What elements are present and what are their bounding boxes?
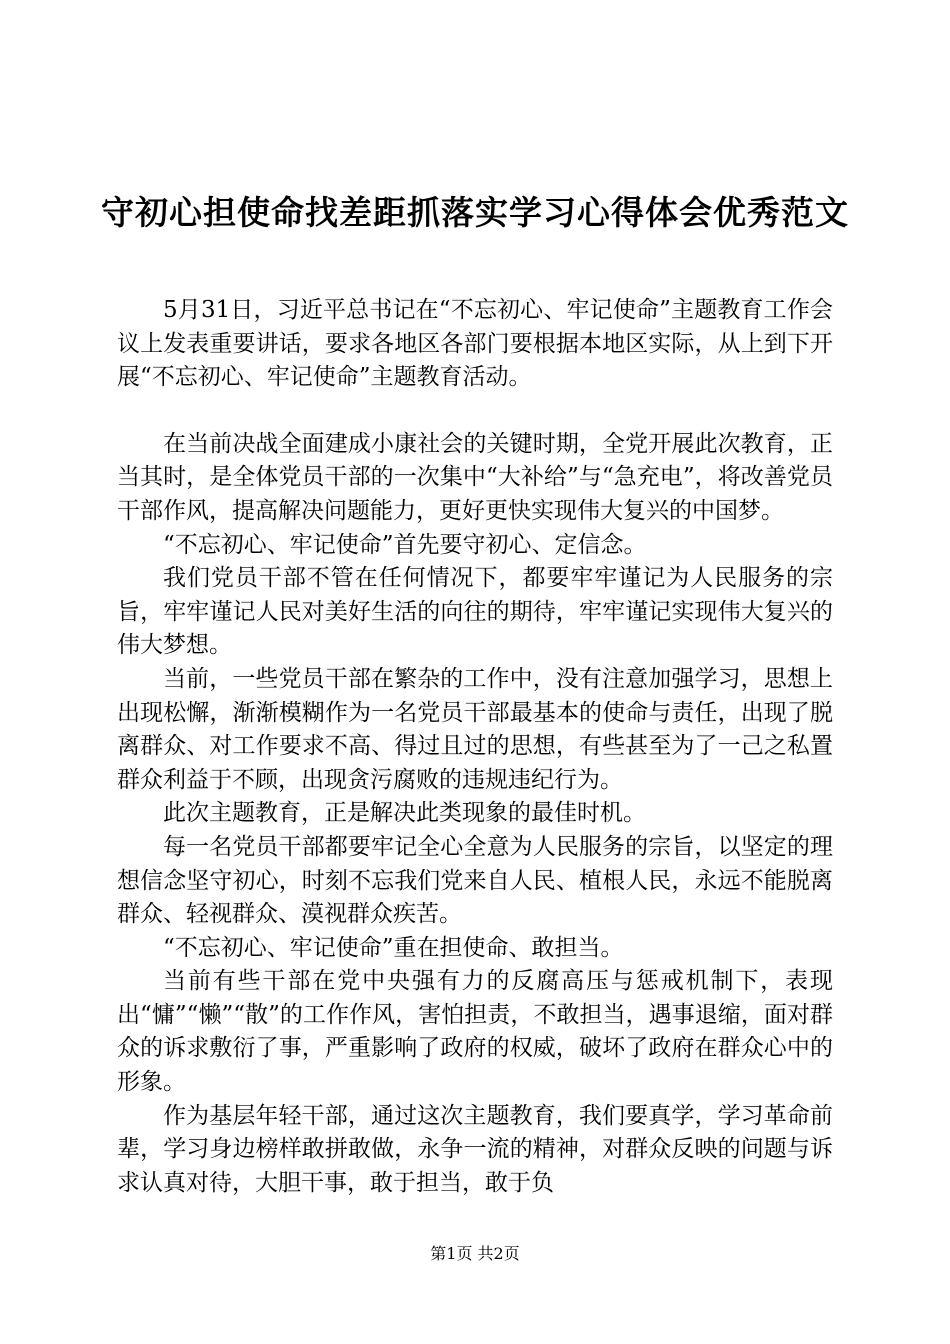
paragraph-5: 当前，一些党员干部在繁杂的工作中，没有注意加强学习，思想上出现松懈，渐渐模糊作为一名党员干部最基本的使命与责任，出现了脱离群众、对工作要求不高、得过且过的思想，有些甚至为了一己之私置群众利益于不顾，出现贪污腐败的违规违纪行为。 (117, 665, 833, 793)
paragraph-4: 我们党员干部不管在任何情况下，都要牢牢谨记为人民服务的宗旨，牢牢谨记人民对美好生活的向往的期待，牢牢谨记实现伟大复兴的伟大梦想。 (117, 565, 833, 659)
document-body (117, 294, 833, 1200)
document-title: 守初心担使命找差距抓落实学习心得体会优秀范文 (101, 193, 849, 232)
paragraph-7: 每一名党员干部都要牢记全心全意为人民服务的宗旨，以坚定的理想信念坚守初心，时刻不忘我们党来自人民、植根人民，永远不能脱离群众、轻视群众、漠视群众疾苦。 (117, 833, 833, 928)
paragraph-3: “不忘初心、牢记使命”首先要守初心、定信念。 (163, 531, 647, 558)
paragraph-10: 作为基层年轻干部，通过这次主题教育，我们要真学，学习革命前辈，学习身边榜样敢拼敢做，永争一流的精神，对群众反映的问题与诉求认真对待，大胆干事，敢于担当，敢于负 (117, 1102, 833, 1196)
paragraph-1: 5月31日，习近平总书记在“不忘初心、牢记使命”主题教育工作会议上发表重要讲话，要求各地区各部门要根据本地区实际，从上到下开展“不忘初心、牢记使命”主题教育活动。 (117, 297, 833, 391)
paragraph-6: 此次主题教育，正是解决此类现象的最佳时机。 (163, 800, 646, 827)
paragraph-8: “不忘初心、牢记使命”重在担使命、敢担当。 (163, 934, 624, 961)
paragraph-2: 在当前决战全面建成小康社会的关键时期，全党开展此次教育，正当其时，是全体党员干部的一次集中“大补给”与“急充电”，将改善党员干部作风，提高解决问题能力，更好更快实现伟大复兴的中国梦。 (117, 430, 833, 524)
page-footer: 第1页 共2页 (430, 1244, 520, 1263)
paragraph-9: 当前有些干部在党中央强有力的反腐高压与惩戒机制下，表现出“慵”“懒”“散”的工作作风，害怕担责，不敢担当，遇事退缩，面对群众的诉求敷衍了事，严重影响了政府的权威，破坏了政府在群众心中的形象。 (117, 968, 833, 1096)
